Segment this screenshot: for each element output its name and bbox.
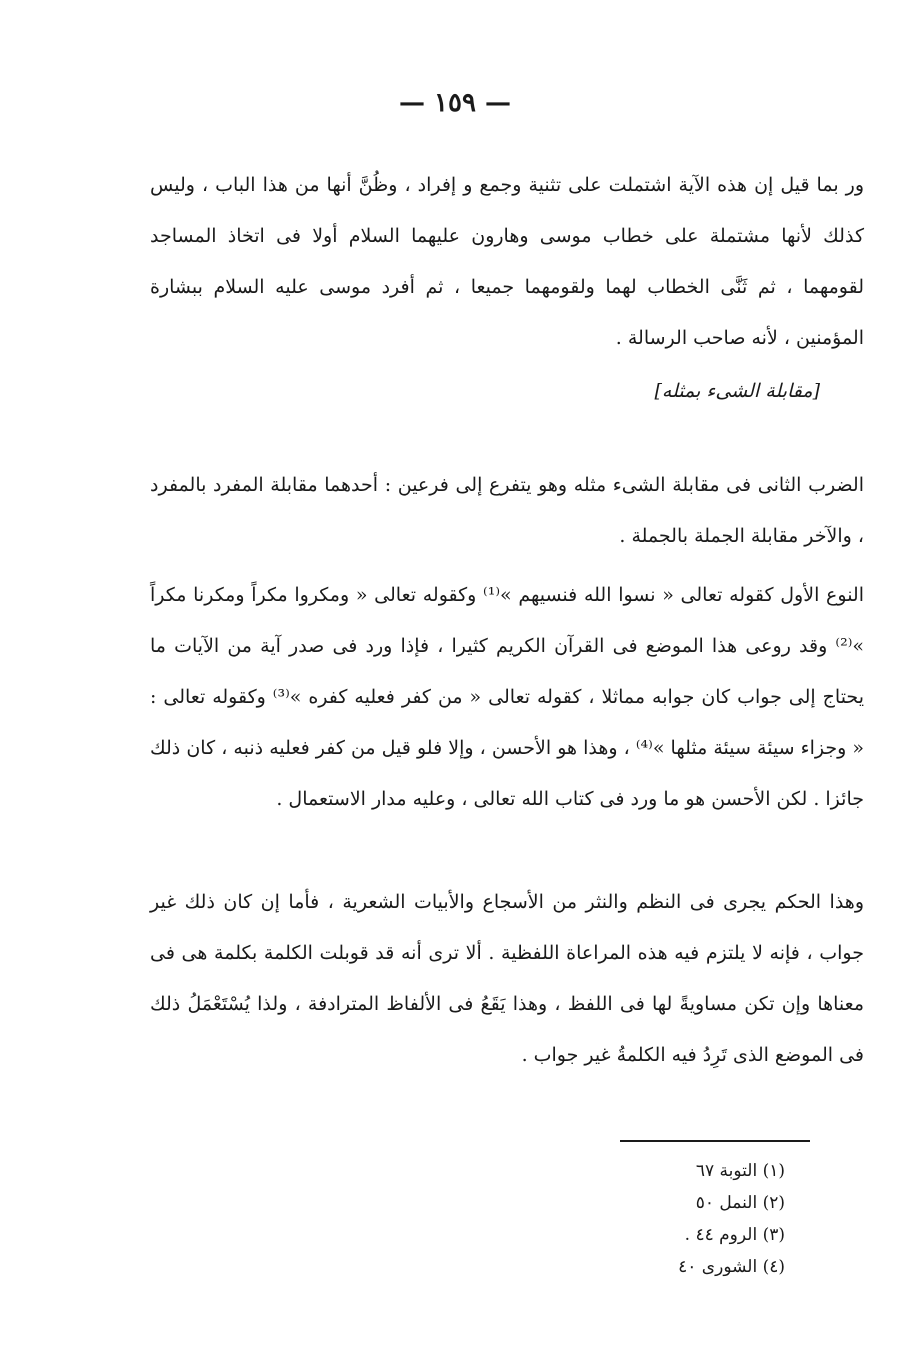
section-heading: [مقابلة الشىء بمثله] [654, 380, 820, 402]
paragraph-3-text: النوع الأول كقوله تعالى « نسوا الله فنسيهم »⁽¹⁾ وكقوله تعالى « ومكروا مكراً ومكرنا مكراً »⁽²⁾ وقد روعى هذا الموضع فى القرآن الكريم كثيرا ، فإذا ورد فى صدر آية من الآيات ما يحتاج إلى جواب كان جوابه مماثلا ، كقوله تعالى « من كفر فعليه كفره »⁽³⁾ وكقوله تعالى : « وجزاء سيئة سيئة مثلها »⁽⁴⁾ ، وهذا هو الأحسن ، وإلا فلو قيل من كفر فعليه ذنبه ، كان ذلك جائزا . لكن الأحسن هو ما ورد فى كتاب الله تعالى ، وعليه مدار الاستعمال . [150, 584, 865, 810]
paragraph-3 [150, 570, 864, 825]
paragraph-1-text: ور بما قيل إن هذه الآية اشتملت على تثنية وجمع و إفراد ، وظُنَّ أنها من هذا الباب ، وليس كذلك لأنها مشتملة على خطاب موسى وهارون عليهما السلام أولا فى اتخاذ المساجد لقومهما ، ثم ثَنَّى الخطاب لهما ولقومهما جميعا ، ثم أفرد موسى عليه السلام ببشارة المؤمنين ، لأنه صاحب الرسالة . [150, 174, 864, 349]
paragraph-4-text: وهذا الحكم يجرى فى النظم والنثر من الأسجاع والأبيات الشعرية ، فأما إن كان ذلك غير جواب ، فإنه لا يلتزم فيه هذه المراعاة اللفظية . ألا ترى أنه قد قوبلت الكلمة بكلمة هى فى معناها وإن تكن مساويةً لها فى اللفظ ، وهذا يَقَعُ فى الألفاظ المترادفة ، ولذا يُسْتَعْمَلُ ذلك فى الموضع الذى تَرِدُ فيه الكلمةُ غير جواب . [150, 891, 864, 1066]
paragraph-1 [150, 160, 864, 364]
footnote-3: (٣) الروم ٤٤ . [684, 1225, 785, 1245]
footnote-4: (٤) الشورى ٤٠ [678, 1257, 785, 1277]
footnote-2: (٢) النمل ٥٠ [695, 1193, 785, 1213]
paragraph-4 [150, 877, 864, 1081]
paragraph-2 [150, 460, 864, 562]
footnote-divider [620, 1140, 810, 1142]
footnote-1: (١) التوبة ٦٧ [695, 1161, 785, 1181]
page-number: — ١٥٩ — [398, 88, 512, 118]
footnotes-list [678, 1155, 785, 1283]
paragraph-2-text: الضرب الثانى فى مقابلة الشىء مثله وهو يتفرع إلى فرعين : أحدهما مقابلة المفرد بالمفرد ، والآخر مقابلة الجملة بالجملة . [150, 474, 864, 547]
